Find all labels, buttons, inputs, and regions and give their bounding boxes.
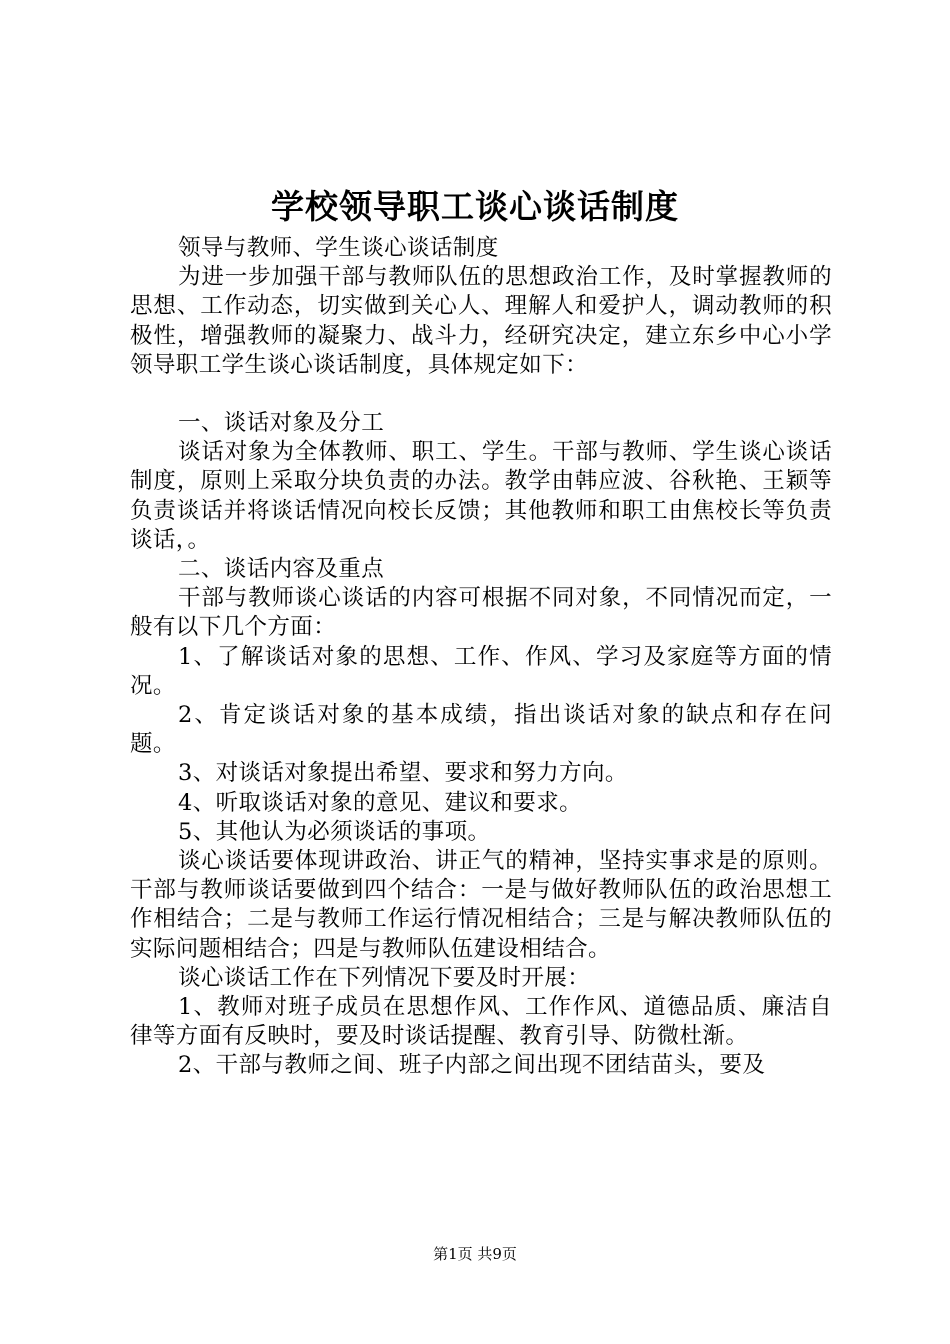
section-heading-1: 一、谈话对象及分工 <box>178 410 385 437</box>
list-item-content-3: 3、对谈话对象提出希望、要求和努力方向。 <box>178 760 628 787</box>
list-item-content-4: 4、听取谈话对象的意见、建议和要求。 <box>178 789 583 816</box>
paragraph-intro: 为进一步加强干部与教师队伍的思想政治工作，及时掌握教师的思想、工作动态，切实做到关心人、理解人和爱护人，调动教师的积极性，增强教师的凝聚力、战斗力，经研究决定，建立东乡中心小学领导职工学生谈心谈话制度，具体规定如下： <box>130 264 832 378</box>
list-item-content-2: 2、肯定谈话对象的基本成绩，指出谈话对象的缺点和存在问题。 <box>130 702 832 758</box>
list-item-content-5: 5、其他认为必须谈话的事项。 <box>178 818 491 845</box>
list-item-content-1: 1、了解谈话对象的思想、工作、作风、学习及家庭等方面的情况。 <box>130 643 832 699</box>
document-body <box>130 234 832 1081</box>
paragraph-section-1: 谈话对象为全体教师、职工、学生。干部与教师、学生谈心谈话制度，原则上采取分块负责的办法。教学由韩应波、谷秋艳、王颖等负责谈话并将谈话情况向校长反馈；其他教师和职工由焦校长等负责谈话，。 <box>130 439 832 553</box>
page-indicator: 第1页 共9页 <box>433 1245 517 1263</box>
paragraph-section-2: 干部与教师谈心谈话的内容可根据不同对象，不同情况而定，一般有以下几个方面： <box>130 585 832 641</box>
paragraph-conditions-intro: 谈心谈话工作在下列情况下要及时开展： <box>178 964 591 991</box>
page-footer <box>0 1244 950 1264</box>
list-item-condition-2: 2、干部与教师之间、班子内部之间出现不团结苗头，要及 <box>178 1052 766 1079</box>
paragraph-subtitle: 领导与教师、学生谈心谈话制度 <box>178 235 499 261</box>
section-heading-2: 二、谈话内容及重点 <box>178 556 385 583</box>
paragraph-principles: 谈心谈话要体现讲政治、讲正气的精神，坚持实事求是的原则。干部与教师谈话要做到四个结合：一是与做好教师队伍的政治思想工作相结合；二是与教师工作运行情况相结合；三是与解决教师队伍的实际问题相结合；四是与教师队伍建设相结合。 <box>130 848 832 962</box>
list-item-condition-1: 1、教师对班子成员在思想作风、工作作风、道德品质、廉洁自律等方面有反映时，要及时谈话提醒、教育引导、防微杜渐。 <box>130 994 832 1050</box>
page-title: 学校领导职工谈心谈话制度 <box>271 187 679 226</box>
